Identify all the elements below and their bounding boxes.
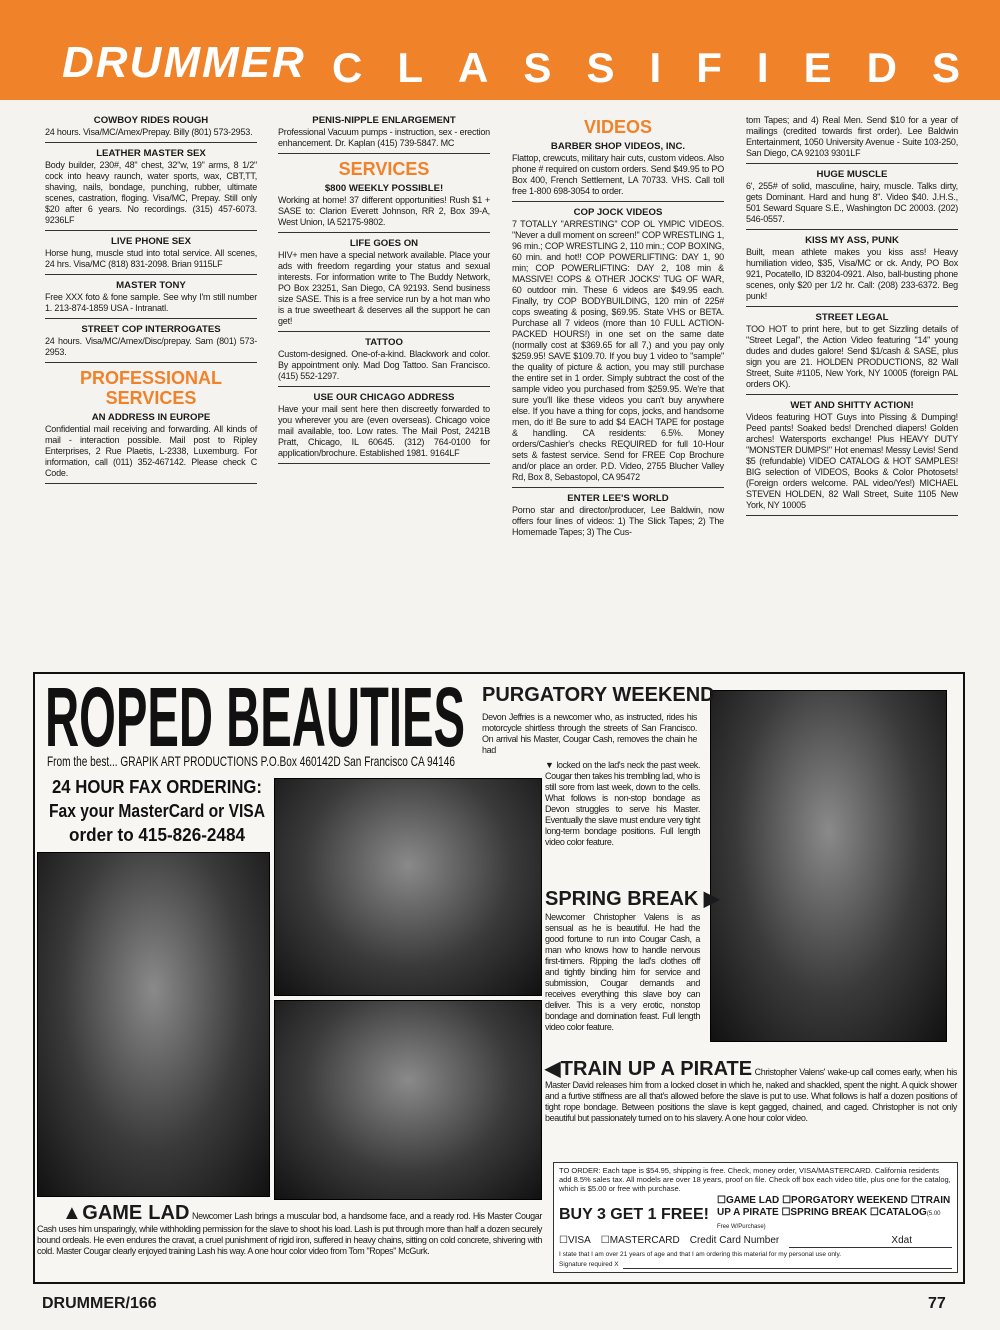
photo-game-lad [37,852,270,1197]
option-label: TRAIN UP A PIRATE [716,1195,951,1218]
header-band [0,0,1000,100]
ad-heading: LEATHER MASTER SEX [96,148,206,159]
option-label: VISA [567,1235,591,1246]
classified-ad [746,400,958,516]
ad-body: Porno star and director/producer, Lee Baldwin, now offers four lines of videos: 1) The Slick Tapes; 2) The Homemade Tapes; 3) The Cus- [512,505,724,537]
promo-text: BUY 3 GET 1 FREE! [559,1205,709,1223]
fax-line: order to 415-826-2484 [69,825,245,845]
ad-heading: WET AND SHITTY ACTION! [790,400,914,411]
photo-gagged-man [274,778,542,996]
option-label: GAME LAD [725,1195,780,1206]
signature-label: Signature required X [559,1261,619,1268]
checkbox-game-lad[interactable]: ☐GAME LAD [716,1195,780,1206]
ad-heading: STREET COP INTERROGATES [81,324,221,335]
card-number-field[interactable] [789,1235,952,1248]
classified-ad [278,115,490,154]
catalog-note: (5.00 Free W/Purchase) [716,1211,941,1230]
ad-body: 7 TOTALLY "ARRESTING" COP OL YMPIC VIDEOS. "Never a dull moment on screen!" COP WRESTLING 1, 96 min.; COP WRESTLING 2, 110 min.; COP BOXING, 60 min. and hot!! COP POWERLIFTING: DAY 1, 90 min; COP POWERLIFTING: DAY 2, 108 min & MASSIVE! COPS & OTHER JOCKS' TUG OF WAR, 60 outdoor min. These 6 videos are $49.95 each. Finally, try COP BODYBUILDING, 120 min of 225# cops sweating & posing, $69.95. State VHS or BETA. Purchase all 7 videos (more than 10 FULL ACTION-PACKED HOURS!) in one set on the same date (normally cost at $369.65 for all 7,) and you pay only $259.95! SAVE $109.70. If you buy 1 video to "sample" the quality of picture & action, you may still purchase the entire set in 1 order. Simply subtract the cost of the sample video you purchased from $259.95. We're that sure you'll like these videos you can't buy anywhere else. If you have a thing for cops, jocks, and handsome men, do it! Be sure to add $4 EACH TAPE for postage & handling. CA residents: 6.5%. Money orders/Cashier's checks REQUIRED for full 10-Hour sets & fastest service. Send for FREE Cop Brochure and/or place an order. P.D. Video, 2755 Blucher Valley Rd, Box 8, Sebastopol, CA 95472 [512,219,725,482]
ad-body: 24 hours. Visa/MC/Amex/Disc/prepay. Sam (801) 573-2953. [45,336,257,357]
checkbox-purgatory-weekend[interactable]: ☐PORGATORY WEEKEND [782,1195,908,1206]
fax-line: Fax your MasterCard or VISA [49,801,265,821]
classified-ad [278,392,490,464]
checkbox-train-up-a-pirate[interactable]: ☐TRAIN UP A PIRATE [716,1195,951,1218]
ad-heading: BARBER SHOP VIDEOS, INC. [550,141,686,152]
classified-column-2 [278,115,490,469]
ad-body: TOO HOT to print here, but to get Sizzling details of "Street Legal", the Action Video featuring "14" young dudes and dudes galore! Send $1/cash & SASE, plus sign you are 21. HOLDEN PRODUCTIONS, 82 Wall Street, Suite #1105, New York, NY 10005 (foreign PAL orders OK). [746,324,958,389]
purgatory-text-cont: ▼ locked on the lad's neck the past week. Cougar then takes his trembling lad, who is still sore from last week, down to the cells. What follows is non-stop bondage as Devon struggles to serve his Master. Eventually the slave must endure very tight long-term bondage positions. Full length video color feature. [545,760,700,847]
classified-ad [278,337,490,387]
ad-heading: KISS MY ASS, PUNK [805,235,899,246]
ad-heading: HUGE MUSCLE [816,169,888,180]
ad-body: Have your mail sent here then discreetly forwarded to you wherever you are (even overseas). Chicago voice mail available, too. Low rates. The Mail Post, 2421B Pratt, Chicago, IL 60645. (312) 764-0100 for application/brochure. Established 1981. 9164LF [278,404,490,458]
ad-body: Horse hung, muscle stud into total service. All scenes, 24 hrs. Visa/MC (818) 831-2098. Brian 9115LF [45,248,257,269]
magazine-title: DRUMMER [62,38,306,87]
option-label: CATALOG [878,1207,927,1218]
classified-ad [45,148,257,231]
ad-heading: STREET LEGAL [815,312,889,323]
checkbox-visa[interactable]: ☐VISA [559,1235,591,1246]
ad-heading: PENIS-NIPPLE ENLARGEMENT [312,115,456,126]
fax-ordering [43,774,271,848]
ad-body: Free XXX foto & fone sample. See why I'm still number 1. 213-874-1859 USA - Intranatl. [45,292,257,313]
classified-column-3 [512,115,724,547]
ad-heading: COP JOCK VIDEOS [573,207,663,218]
classified-ad [45,236,257,275]
ad-title-svg [45,676,470,752]
exp-label: Xdat [891,1235,912,1246]
ad-body: Professional Vacuum pumps - instruction, sex - erection enhancement. Dr. Kaplan (415) 739-5847. MC [278,127,490,148]
pirate-heading: ◀TRAIN UP A PIRATE [545,1058,753,1080]
ad-body: Body builder, 230#, 48" chest, 32"w, 19" arms, 8 1/2" cock into heavy raunch, water sports, wax, CBT,TT, shaving, nails, bondage, punching, rubber, ultimate scenes, castration, floging. Visa/MC, Prepay. Still only $20 after 6 years. No recordings. (315) 457-6073. 9236LF [45,160,257,225]
pirate-block [545,1058,957,1124]
option-label: MASTERCARD [609,1235,680,1246]
spring-break-text: Newcomer Christopher Valens is as sensual as he is beautiful. He had the good fortune to run into Cougar Cash, a man who knows how to handle nervous first-timers. Ripping the lad's clothes off and tightly binding him for service and submission, Cougar demands and receives everything this slave boy can deliver. This is a very erotic, nonstop bondage and domination feast. Full length video color feature. [545,912,700,1032]
game-lad-block [37,1202,542,1257]
option-label: SPRING BREAK [790,1207,868,1218]
section-heading: VIDEOS [583,117,653,137]
ad-body: Custom-designed. One-of-a-kind. Blackwork and color. By appointment only. Mad Dog Tattoo. San Francisco. (415) 552-1297. [278,349,490,381]
ad-heading: USE OUR CHICAGO ADDRESS [313,392,455,403]
section-title: CLASSIFIEDS [332,44,960,90]
section-heading: PROFESSIONAL SERVICES [79,368,222,408]
ad-title: ROPED BEAUTIES [45,676,465,752]
ad-heading: AN ADDRESS IN EUROPE [91,412,211,423]
purgatory-heading: PURGATORY WEEKEND [482,684,715,706]
classified-ad [746,312,958,395]
ad-body: tom Tapes; and 4) Real Men. Send $10 for a year of mailings (credited towards first order). Lee Baldwin Entertainment, 1050 University Avenue - Suite 103-250, San Diego, CA 92103 9301LF [746,115,958,158]
purgatory-text: Devon Jeffries is a newcomer who, as instructed, rides his motorcycle shirtless through the streets of San Francisco. On arrival his Master, Cougar Cash, removes the chain he had [482,712,697,755]
classified-ad [45,412,257,484]
game-lad-heading: ▲GAME LAD [62,1202,190,1224]
page-number: 77 [928,1295,946,1312]
ad-tagline: From the best... GRAPIK ART PRODUCTIONS P.O.Box 460142D San Francisco CA 94146 [47,753,456,769]
age-statement: I state that I am over 21 years of age and that I am ordering this material for my personal use only. [559,1251,842,1258]
fax-line: 24 HOUR FAX ORDERING: [52,777,262,797]
classified-column-1 [45,115,257,489]
display-ad [33,672,965,1284]
ad-body: Built, mean athlete makes you kiss ass! Heavy humiliation video, $35, Visa/MC or ck. Andy, PO Box 921, Pocatello, ID 83204-0921. Also, ball-busting phone scenes, only $20 per 1/2 hr. Call: (208) 233-6372. Beg punk! [746,247,958,301]
classified-ad [45,115,257,143]
ad-heading: ENTER LEE'S WORLD [567,493,669,504]
classified-ad [512,493,724,542]
ad-heading: LIFE GOES ON [349,238,419,249]
ad-heading: COWBOY RIDES ROUGH [93,115,209,126]
card-number-label: Credit Card Number [689,1235,780,1246]
ad-body: Flattop, crewcuts, military hair cuts, custom videos. Also phone # required on custom orders. Send $49.95 to PO Box 400, French Settlement, LA 70733. VHS. Call toll free 1-800 698-3054 to order. [512,153,724,196]
signature-field[interactable] [623,1260,952,1269]
checkbox-spring-break[interactable]: ☐SPRING BREAK [781,1207,868,1218]
classified-column-4 [746,115,958,521]
classified-ad [746,169,958,230]
ad-tagline-svg [47,752,459,770]
classified-ad [746,115,958,164]
classified-ad [512,207,724,488]
checkbox-catalog[interactable]: ☐CATALOG [869,1207,927,1218]
ad-body: HIV+ men have a special network available. Place your ads with freedom regarding your status and sexual interests. For information write to The Buddy Network, PO Box 23251, San Diego, CA 92193. Send business size SASE. This is a free service run by a hot man who is a true sweetheart & deserves all the support he can get! [278,250,490,326]
photo-purgatory-weekend [710,690,947,1042]
footer-issue: DRUMMER/166 [42,1295,157,1312]
ad-body: Working at home! 37 different opportunities! Rush $1 + SASE to: Clarion Everett Johnson, RR 2, Box 39-A, West Union, IA 52175-9802. [278,195,490,227]
pirate-text: Christopher Valens' wake-up call comes early, when his Master David releases him from a locked closet in which he, naked and shackled, spent the night. A quick shower and a furtive stiffness are all that's allowed before the slave is put to use. What follows is half a dozen positions of tight rope bondage. Between positions the slave is kept gagged, chained, and caged. Christopher is not only beautiful but passionately turned on to his slavery. A one hour color video. [545,1067,957,1123]
checkbox-mastercard[interactable]: ☐MASTERCARD [600,1235,680,1246]
classified-ad [45,280,257,319]
classified-ad [278,183,490,233]
ad-heading: MASTER TONY [116,280,186,291]
option-label: PORGATORY WEEKEND [791,1195,908,1206]
ad-heading: LIVE PHONE SEX [111,236,191,247]
order-form [553,1162,958,1273]
classified-ad [278,238,490,332]
photo-chained-man [274,1000,542,1200]
ad-heading: $800 WEEKLY POSSIBLE! [324,183,444,194]
section-heading: SERVICES [338,159,430,179]
classified-ad [746,235,958,307]
section-title-svg [330,40,970,90]
classified-ad [512,141,724,202]
ad-heading: TATTOO [365,337,403,348]
order-terms: TO ORDER: Each tape is $54.95, shipping is free. Check, money order, VISA/MASTERCARD. California residents add 8.5% sales tax. All models are over 18 years, proof on file. Check off box each video title, plus one for the catalog, which is $5.00 or free with purchase. [559,1166,951,1193]
classified-ad [45,324,257,363]
ad-body: Confidential mail receiving and forwarding. All kinds of mail - interaction possible. Mail post to Ripley Enterprises, 2 Rue Plaetis, L-2338, Luxemburg. For information, call (011) 352-467142. Please check C Code. [45,424,257,478]
game-lad-text: Newcomer Lash brings a muscular bod, a handsome face, and a ready rod. His Master Cougar Cash uses him unsparingly, while withholding permission for the slave to shoot his load. Lash is put through more than half a dozen securely bound ordeals. He even endures the cravat, a cruel punishment of rigid iron, suffered in heavy chains, sitting on cold concrete, shivering with cold. Master Cougar clearly enjoyed training Lash his way. A one hour color video from Tom "Ropes" McGurk. [37,1211,542,1256]
ad-body: Videos featuring HOT Guys into Pissing & Dumping! Peed pants! Soaked beds! Drenched diapers! Golden arches! Watersports exchange! Plus HEAVY DUTY "MONSTER DUMPS!" Hot enemas! Messy Levis! Send $5 (refundable) VIDEO CATALOG & HOT SAMPLES! BIG selection of VIDEOS, Books & Color Photosets! (Foreign orders welcome. PAL video/Yes!) MICHAEL STEVEN HOLDEN, 82 Wall Street, Suite 1105 New York, NY 10005 [746,412,958,510]
ad-body: 6', 255# of solid, masculine, hairy, muscle. Talks dirty, gets Dominant. Hard and hung 8". Video $40. J.H.S., 501 Seward Square S.E., Washington DC 20003. (202) 546-0557. [746,181,958,224]
ad-body: 24 hours. Visa/MC/Amex/Prepay. Billy (801) 573-2953. [45,127,253,137]
spring-break-heading: SPRING BREAK ▶ [545,888,720,910]
